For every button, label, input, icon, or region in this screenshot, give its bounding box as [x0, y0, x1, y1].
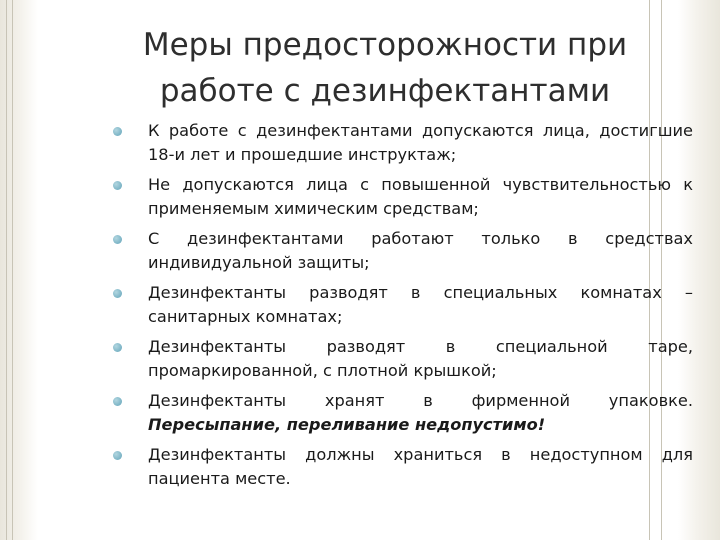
list-item: [148, 173, 693, 221]
title-line-2: работе с дезинфектантами: [159, 73, 611, 109]
slide-title: [120, 22, 650, 114]
left-border-line: [6, 0, 7, 540]
list-item: [148, 281, 693, 329]
list-item-text: Дезинфектанты хранят в фирменной упаковке.: [148, 391, 693, 410]
list-item-emphasis: Пересыпание, переливание недопустимо!: [148, 415, 546, 434]
list-item-text: Дезинфектанты разводят в специальной таре, промаркированной, с плотной крышкой;: [148, 337, 693, 380]
list-item-text: Дезинфектанты должны храниться в недоступном для пациента месте.: [148, 445, 693, 488]
bullet-icon: [113, 451, 122, 460]
list-item-text: С дезинфектантами работают только в средствах индивидуальной защиты;: [148, 229, 693, 272]
bullet-icon: [113, 235, 122, 244]
left-border-line: [12, 0, 13, 540]
title-line-1: Меры предосторожности при: [142, 27, 628, 63]
bullet-icon: [113, 127, 122, 136]
list-item: [148, 335, 693, 383]
bullet-icon: [113, 343, 122, 352]
list-item-text: Не допускаются лица с повышенной чувствительностью к применяемым химическим средствам;: [148, 175, 693, 218]
list-item: [148, 389, 693, 437]
bullet-icon: [113, 181, 122, 190]
list-item: [148, 119, 693, 167]
list-item: [148, 443, 693, 491]
list-item: [148, 227, 693, 275]
bullet-icon: [113, 289, 122, 298]
bullet-list: [148, 119, 693, 497]
bullet-icon: [113, 397, 122, 406]
list-item-text: К работе с дезинфектантами допускаются лица, достигшие 18-и лет и прошедшие инструктаж;: [148, 121, 693, 164]
list-item-text: Дезинфектанты разводят в специальных комнатах – санитарных комнатах;: [148, 283, 693, 326]
